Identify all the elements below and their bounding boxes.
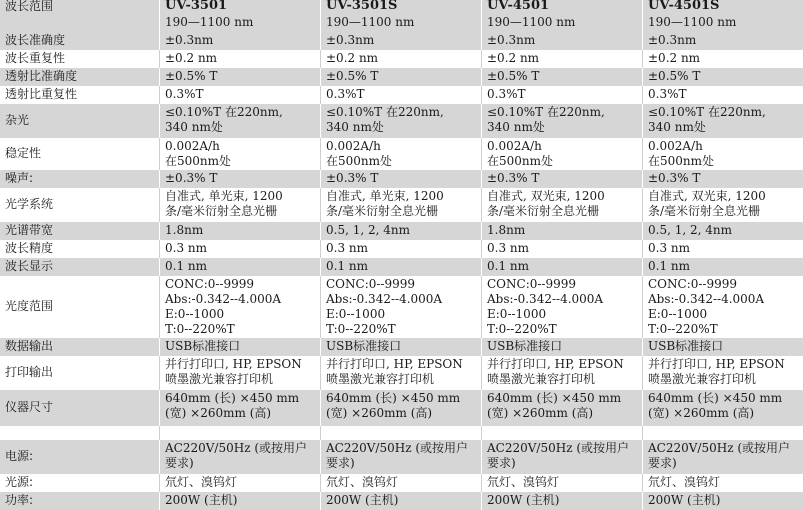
row-label: 光学系统: [0, 188, 160, 222]
table-row: [0, 474, 804, 492]
value-cell: 640mm (长) ×450 mm (宽) ×260mm (高): [321, 390, 482, 426]
table-row: [0, 240, 804, 258]
row-label: 透射比准确度: [0, 68, 160, 86]
value-cell: [160, 426, 321, 440]
value-cell: [643, 426, 804, 440]
value-cell: 200W (主机): [643, 492, 804, 510]
value-cell: 0.5, 1, 2, 4nm: [321, 222, 482, 240]
row-label: 波长准确度: [0, 32, 160, 50]
value-cell: 并行打印口, HP, EPSON 喷墨激光兼容打印机: [643, 356, 804, 390]
value-cell: AC220V/50Hz (或按用户 要求): [482, 440, 643, 474]
row-label: 稳定性: [0, 138, 160, 170]
row-label: 电源:: [0, 440, 160, 474]
table-row: [0, 68, 804, 86]
table-row: [0, 440, 804, 474]
value-cell: CONC:0--9999 Abs:-0.342--4.000A E:0--1000 T:0--220%T: [160, 276, 321, 338]
value-cell: ±0.3nm: [643, 32, 804, 50]
model-name: UV-3501: [165, 0, 228, 13]
value-cell: 0.3 nm: [643, 240, 804, 258]
value-cell: 并行打印口, HP, EPSON 喷墨激光兼容打印机: [160, 356, 321, 390]
value-cell: 氘灯、溴钨灯: [482, 474, 643, 492]
row-label: 打印输出: [0, 356, 160, 390]
value-cell: CONC:0--9999 Abs:-0.342--4.000A E:0--1000 T:0--220%T: [643, 276, 804, 338]
value-cell: 并行打印口, HP, EPSON 喷墨激光兼容打印机: [321, 356, 482, 390]
value-cell: CONC:0--9999 Abs:-0.342--4.000A E:0--1000 T:0--220%T: [321, 276, 482, 338]
value-cell: 640mm (长) ×450 mm (宽) ×260mm (高): [160, 390, 321, 426]
value-cell: 640mm (长) ×450 mm (宽) ×260mm (高): [482, 390, 643, 426]
value-cell: ±0.3nm: [482, 32, 643, 50]
table-row: [0, 390, 804, 426]
value-cell: 0.002A/h 在500nm处: [482, 138, 643, 170]
row-label: 噪声:: [0, 170, 160, 188]
model-cell: [321, 0, 482, 14]
value-cell: ≤0.10%T 在220nm, 340 nm处: [643, 104, 804, 138]
value-cell: ≤0.10%T 在220nm, 340 nm处: [482, 104, 643, 138]
row-label: 波长范围: [0, 0, 160, 14]
value-cell: 200W (主机): [321, 492, 482, 510]
value-cell: 1.8nm: [482, 222, 643, 240]
value-cell: USB标准接口: [643, 338, 804, 356]
value-cell: ±0.5% T: [160, 68, 321, 86]
value-cell: 0.3 nm: [482, 240, 643, 258]
value-cell: 氘灯、溴钨灯: [643, 474, 804, 492]
value-cell: 自准式, 双光束, 1200 条/毫米衍射全息光栅: [643, 188, 804, 222]
value-cell: USB标准接口: [160, 338, 321, 356]
row-label: 透射比重复性: [0, 86, 160, 104]
value-cell: 0.1 nm: [321, 258, 482, 276]
table-row: [0, 188, 804, 222]
value-cell: ≤0.10%T 在220nm, 340 nm处: [160, 104, 321, 138]
value-cell: ±0.3% T: [482, 170, 643, 188]
row-label: 波长重复性: [0, 50, 160, 68]
row-label: 数据输出: [0, 338, 160, 356]
row-label: 光谱带宽: [0, 222, 160, 240]
value-cell: 190—1100 nm: [643, 14, 804, 32]
value-cell: AC220V/50Hz (或按用户 要求): [643, 440, 804, 474]
row-label: 仪器尺寸: [0, 390, 160, 426]
table-row: [0, 222, 804, 240]
value-cell: 0.1 nm: [482, 258, 643, 276]
value-cell: ±0.2 nm: [482, 50, 643, 68]
value-cell: 自准式, 双光束, 1200 条/毫米衍射全息光栅: [482, 188, 643, 222]
value-cell: ±0.3% T: [160, 170, 321, 188]
value-cell: 氘灯、溴钨灯: [160, 474, 321, 492]
value-cell: 200W (主机): [160, 492, 321, 510]
row-label: 波长显示: [0, 258, 160, 276]
value-cell: ±0.3% T: [321, 170, 482, 188]
value-cell: 氘灯、溴钨灯: [321, 474, 482, 492]
table-row: [0, 138, 804, 170]
value-cell: 1.8nm: [160, 222, 321, 240]
table-header-row: [0, 0, 804, 14]
value-cell: 190—1100 nm: [321, 14, 482, 32]
value-cell: ±0.2 nm: [160, 50, 321, 68]
value-cell: 自准式, 单光束, 1200 条/毫米衍射全息光栅: [321, 188, 482, 222]
value-cell: ±0.5% T: [482, 68, 643, 86]
value-cell: ±0.3nm: [321, 32, 482, 50]
value-cell: ≤0.10%T 在220nm, 340 nm处: [321, 104, 482, 138]
table-row: [0, 492, 804, 510]
value-cell: AC220V/50Hz (或按用户 要求): [321, 440, 482, 474]
value-cell: ±0.3nm: [160, 32, 321, 50]
model-name: UV-4501S: [648, 0, 720, 13]
value-cell: 0.1 nm: [643, 258, 804, 276]
row-label: 波长精度: [0, 240, 160, 258]
row-label: 功率:: [0, 492, 160, 510]
model-cell: [160, 0, 321, 14]
row-label: [0, 14, 160, 32]
table-row: [0, 86, 804, 104]
value-cell: 并行打印口, HP, EPSON 喷墨激光兼容打印机: [482, 356, 643, 390]
value-cell: 0.3 nm: [321, 240, 482, 258]
row-label: [0, 426, 160, 440]
table-row: [0, 104, 804, 138]
value-cell: ±0.5% T: [643, 68, 804, 86]
table-row: [0, 426, 804, 440]
table-row: [0, 170, 804, 188]
value-cell: 0.3 nm: [160, 240, 321, 258]
table-row: [0, 258, 804, 276]
row-label: 光源:: [0, 474, 160, 492]
value-cell: [321, 426, 482, 440]
value-cell: [482, 426, 643, 440]
table-row: [0, 276, 804, 338]
value-cell: 190—1100 nm: [482, 14, 643, 32]
model-cell: [643, 0, 804, 14]
table-row: [0, 50, 804, 68]
value-cell: 200W (主机): [482, 492, 643, 510]
table-row: [0, 338, 804, 356]
value-cell: 0.1 nm: [160, 258, 321, 276]
table-row: [0, 14, 804, 32]
value-cell: 0.002A/h 在500nm处: [160, 138, 321, 170]
value-cell: 0.3%T: [160, 86, 321, 104]
value-cell: 640mm (长) ×450 mm (宽) ×260mm (高): [643, 390, 804, 426]
row-label: 杂光: [0, 104, 160, 138]
value-cell: 0.5, 1, 2, 4nm: [643, 222, 804, 240]
value-cell: 0.002A/h 在500nm处: [321, 138, 482, 170]
model-cell: [482, 0, 643, 14]
value-cell: AC220V/50Hz (或按用户 要求): [160, 440, 321, 474]
table-row: [0, 356, 804, 390]
value-cell: 0.3%T: [321, 86, 482, 104]
table-row: [0, 32, 804, 50]
value-cell: 190—1100 nm: [160, 14, 321, 32]
value-cell: ±0.5% T: [321, 68, 482, 86]
row-label: 光度范围: [0, 276, 160, 338]
model-name: UV-4501: [487, 0, 550, 13]
value-cell: USB标准接口: [482, 338, 643, 356]
model-name: UV-3501S: [326, 0, 398, 13]
value-cell: USB标准接口: [321, 338, 482, 356]
value-cell: CONC:0--9999 Abs:-0.342--4.000A E:0--1000 T:0--220%T: [482, 276, 643, 338]
value-cell: ±0.2 nm: [321, 50, 482, 68]
value-cell: 0.002A/h 在500nm处: [643, 138, 804, 170]
value-cell: 0.3%T: [643, 86, 804, 104]
value-cell: 0.3%T: [482, 86, 643, 104]
value-cell: 自准式, 单光束, 1200 条/毫米衍射全息光栅: [160, 188, 321, 222]
value-cell: ±0.2 nm: [643, 50, 804, 68]
value-cell: ±0.3% T: [643, 170, 804, 188]
